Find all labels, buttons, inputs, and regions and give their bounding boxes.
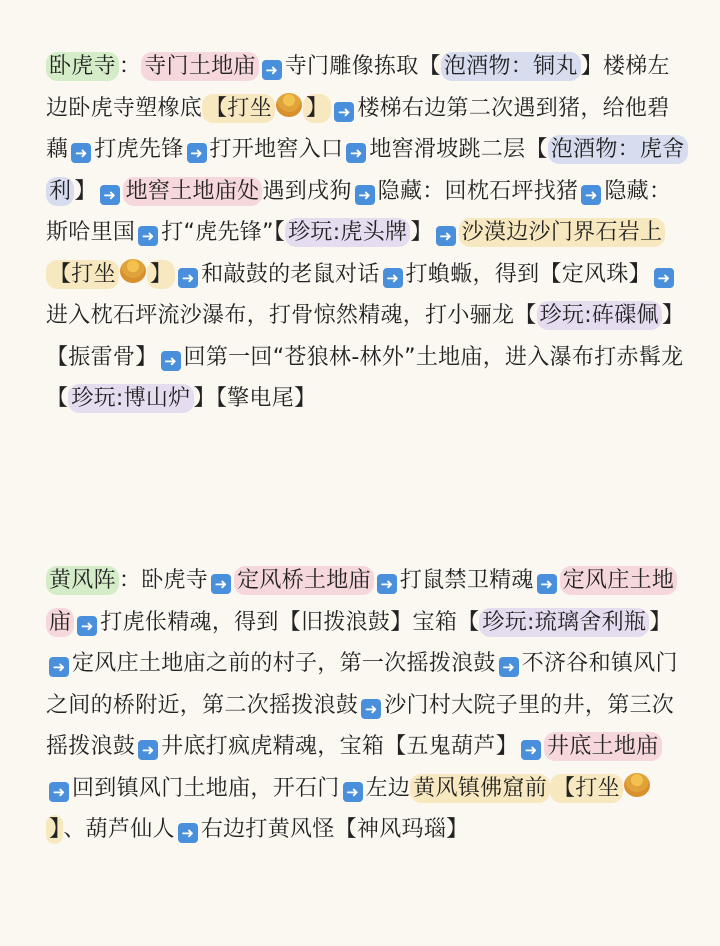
meditation-icon [624,773,650,797]
right-arrow-icon: ➜ [211,574,231,594]
highlighted-text: 定风庄土地庙 [46,566,677,637]
right-arrow-icon: ➜ [346,143,366,163]
highlighted-text: 【打坐 [202,94,275,123]
highlighted-text: 地窖土地庙处 [123,177,263,206]
right-arrow-icon: ➜ [71,143,91,163]
highlighted-text: 井底土地庙 [544,732,662,761]
highlighted-text: 】 [147,260,175,289]
text-segment: 楼梯右边第二次遇到猪，给他碧藕 [46,95,670,162]
highlighted-text: 黄风阵 [46,566,119,595]
highlighted-text: 珍玩:博山炉 [68,384,193,413]
text-segment: 寺门雕像拣取【 [284,54,441,79]
paragraph-wohu-temple [46,46,686,420]
text-segment: 打虎先锋 [94,137,184,162]
highlighted-text: 泡酒物：铜丸 [441,52,581,81]
right-arrow-icon: ➜ [334,102,354,122]
text-segment: 】【振雷骨】 [46,303,685,370]
text-segment: 左边 [365,775,411,801]
highlighted-text: 】 [46,815,63,844]
highlighted-text: 珍玩:虎头牌 [285,218,410,247]
right-arrow-icon: ➜ [187,143,207,163]
right-arrow-icon: ➜ [343,782,363,802]
highlighted-text: 泡酒物：虎舍利 [46,135,688,206]
meditation-icon [120,259,146,283]
highlighted-text: 】 [303,94,331,123]
highlighted-text: 珍玩:琉璃舍利瓶 [479,608,649,637]
text-segment: 打开地窖入口 [209,137,344,162]
text-segment: ：卧虎寺 [118,568,209,593]
text-segment: 右边打黄风怪【神风玛瑙】 [200,817,469,842]
text-segment: 打蝜蝂，得到【定风珠】 [405,261,651,287]
right-arrow-icon: ➜ [138,740,158,760]
text-segment: 定风庄土地庙之前的村子，第一次摇拨浪鼓 [72,651,496,676]
right-arrow-icon: ➜ [581,185,601,205]
right-arrow-icon: ➜ [383,268,403,288]
right-arrow-icon: ➜ [499,657,519,677]
text-segment: 地窖滑坡跳二层【 [369,137,548,162]
right-arrow-icon: ➜ [178,823,198,843]
right-arrow-icon: ➜ [377,574,397,594]
right-arrow-icon: ➜ [138,226,158,246]
meditation-icon [276,93,302,117]
highlighted-text: 黄风镇佛窟前 [410,774,550,803]
highlighted-text: 沙漠边沙门界石岩上 [459,218,666,247]
paragraph-huangfeng-array [46,560,686,851]
text-segment: 回第一回“苍狼林-林外”土地庙，进入瀑布打赤髯龙【 [46,344,684,411]
right-arrow-icon: ➜ [100,185,120,205]
right-arrow-icon: ➜ [262,60,282,80]
text-segment: 打鼠禁卫精魂 [399,568,534,593]
highlighted-text: 【打坐 [46,260,119,289]
right-arrow-icon: ➜ [537,574,557,594]
right-arrow-icon: ➜ [355,185,375,205]
text-segment: 回到镇风门土地庙，开石门 [72,775,340,801]
highlighted-text: 珍玩:砗磲佩 [537,301,662,330]
text-segment: 进入枕石坪流沙瀑布，打骨惊然精魂，打小骊龙【 [46,303,537,328]
text-segment: 隐藏：回枕石坪找猪 [377,178,579,204]
highlighted-text: 【打坐 [550,774,623,803]
right-arrow-icon: ➜ [361,699,381,719]
right-arrow-icon: ➜ [49,657,69,677]
highlighted-text: 卧虎寺 [46,52,119,81]
right-arrow-icon: ➜ [49,782,69,802]
right-arrow-icon: ➜ [521,740,541,760]
text-segment: 】楼梯左边卧虎寺塑橡底 [46,54,670,121]
right-arrow-icon: ➜ [161,351,181,371]
text-segment: 和敲鼓的老鼠对话 [201,261,380,287]
text-segment: 、葫芦仙人 [63,817,175,842]
right-arrow-icon: ➜ [436,226,456,246]
text-segment: 】【擎电尾】 [193,386,317,411]
highlighted-text: 定风桥土地庙 [234,566,374,595]
right-arrow-icon: ➜ [178,268,198,288]
text-segment: 打虎伥精魂，得到【旧拨浪鼓】宝箱【 [100,609,480,635]
right-arrow-icon: ➜ [654,268,674,288]
text-segment: 井底打疯虎精魂，宝箱【五鬼葫芦】 [161,734,519,759]
text-segment: 隐藏：斯哈里国 [46,178,672,245]
text-segment: 】 [74,178,97,204]
right-arrow-icon: ➜ [77,616,97,636]
text-segment: 】 [649,609,672,635]
text-segment: 打“虎先锋”【 [161,220,286,245]
text-segment: 沙门村大院子里的井，第三次摇拨浪鼓 [46,692,675,759]
text-segment: ： [118,54,142,79]
text-segment: 遇到戌狗 [262,178,352,204]
highlighted-text: 寺门土地庙 [141,52,259,81]
text-segment: 不济谷和镇风门之间的桥附近，第二次摇拨浪鼓 [46,651,678,718]
text-segment: 】 [410,220,433,245]
